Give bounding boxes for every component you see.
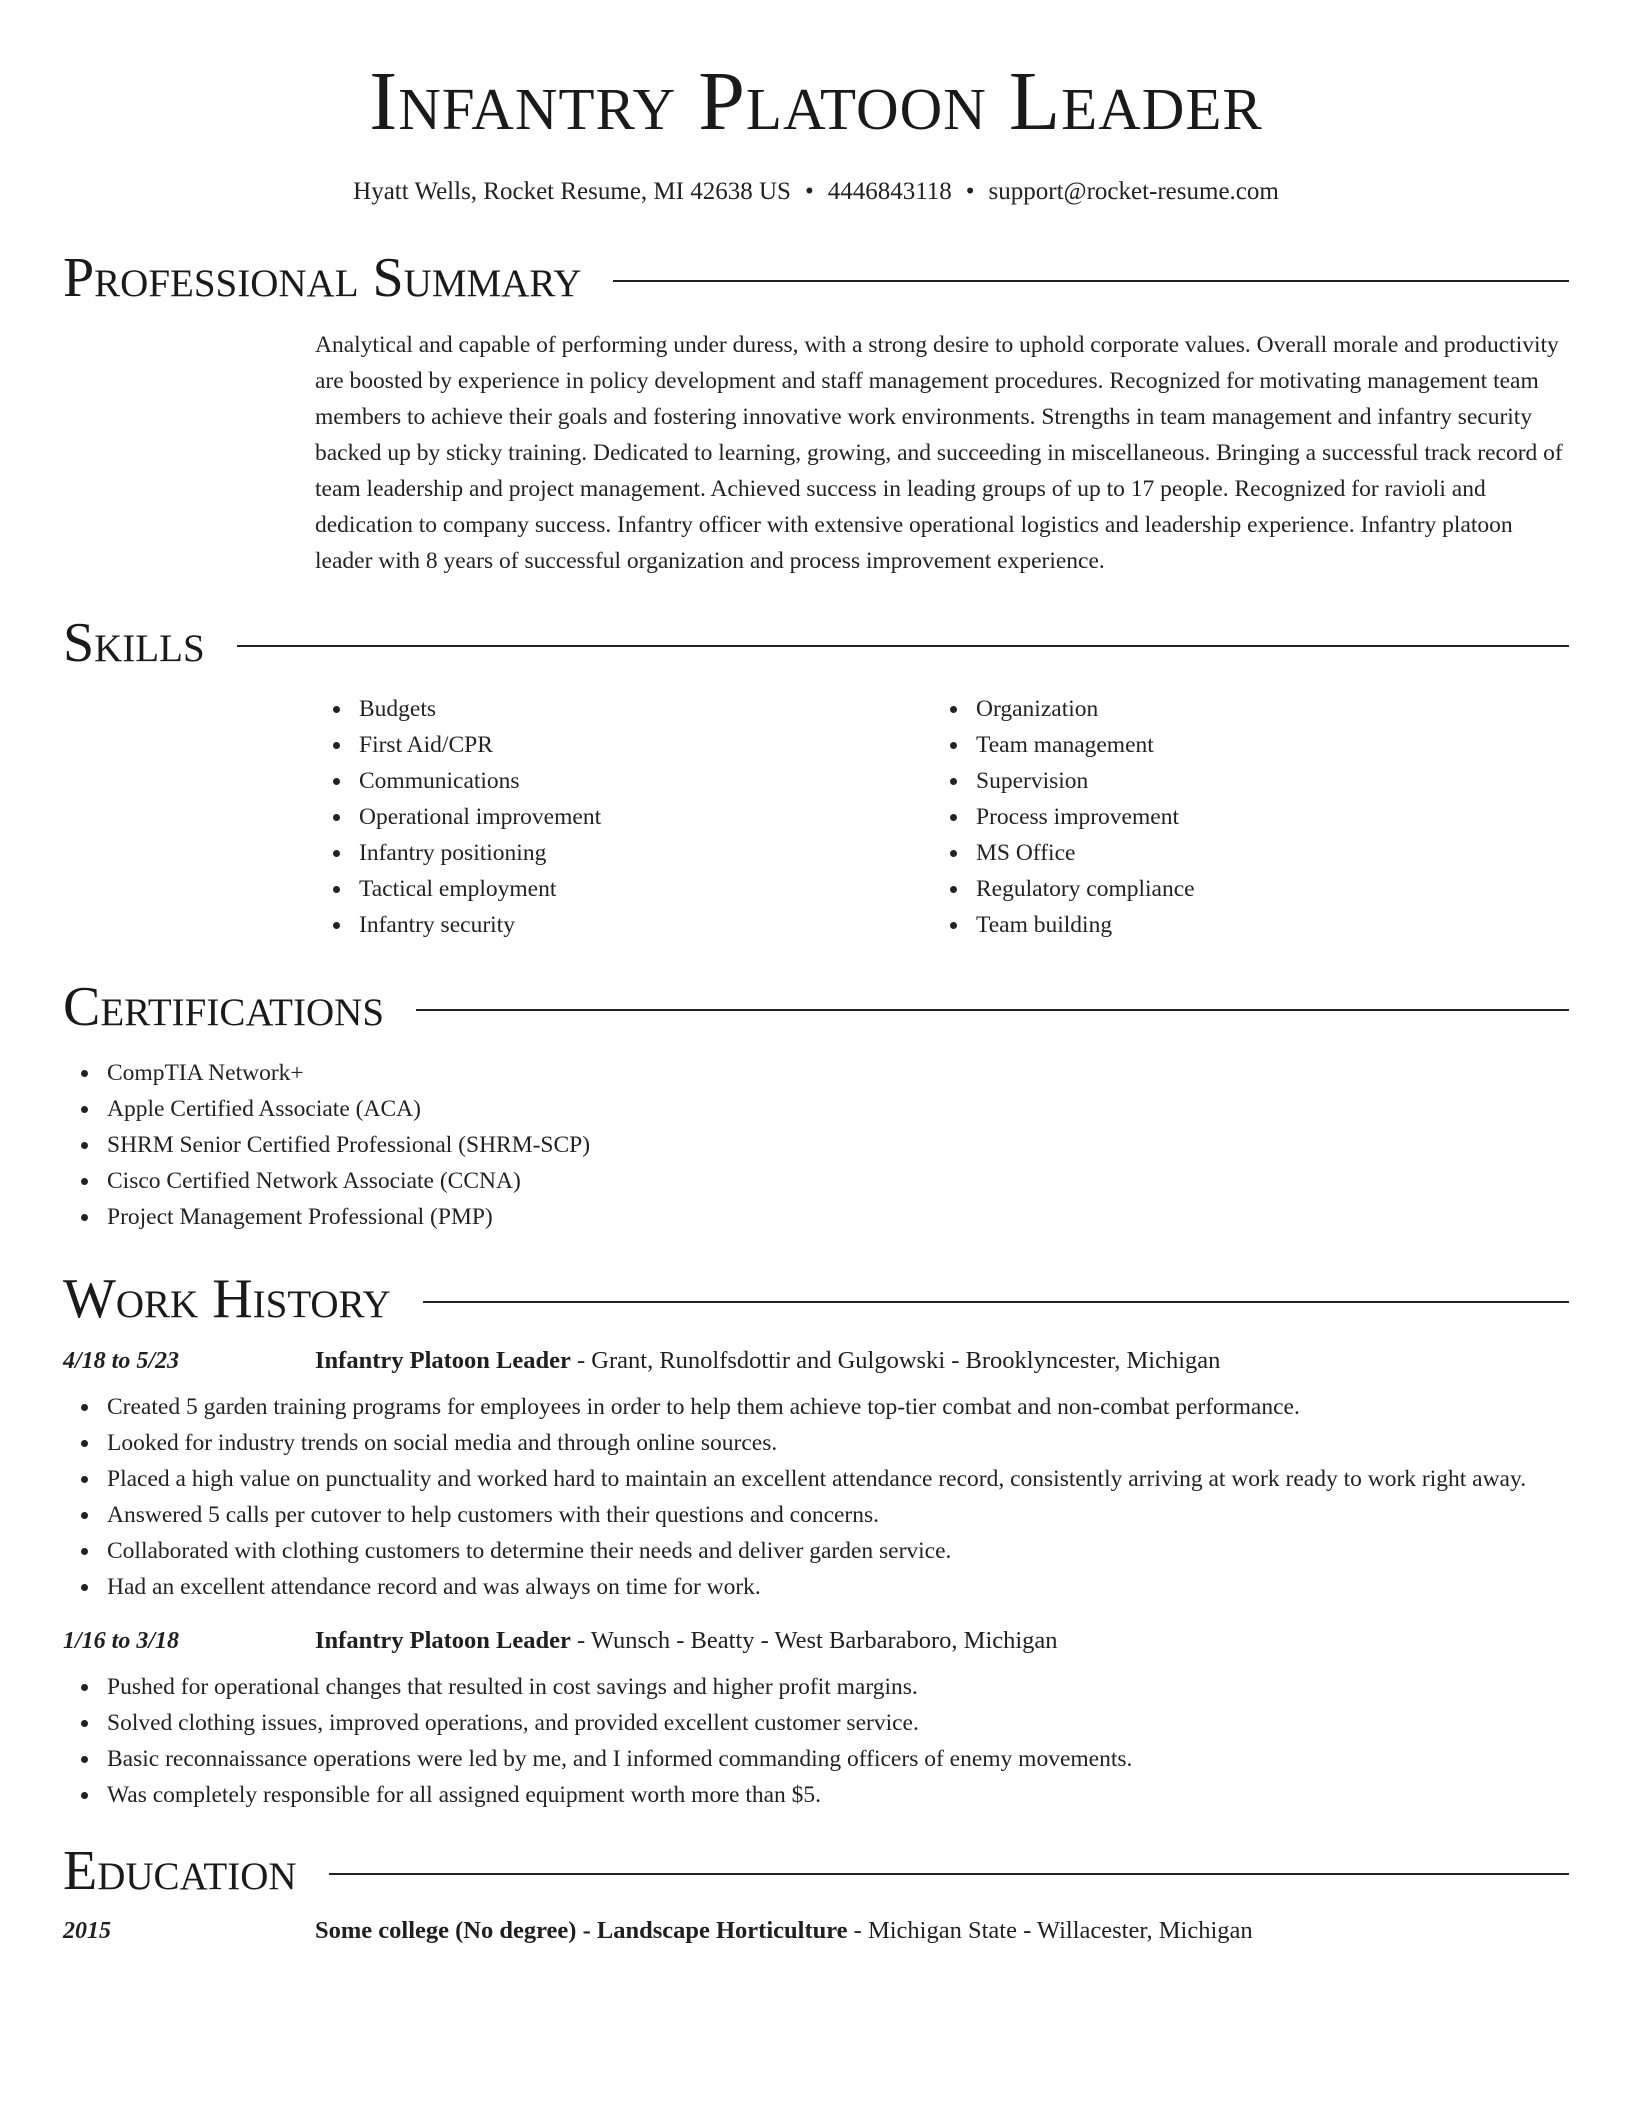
education-year: 2015 bbox=[63, 1918, 111, 1944]
work-section-header bbox=[63, 1268, 1569, 1330]
certification-item: CompTIA Network+ bbox=[63, 1055, 1569, 1091]
skill-item: Process improvement bbox=[932, 799, 1549, 835]
education-section-header bbox=[63, 1840, 1569, 1902]
work-bullet: Had an excellent attendance record and was always on time for work. bbox=[63, 1569, 1569, 1605]
work-bullet: Was completely responsible for all assigned equipment worth more than $5. bbox=[63, 1777, 1569, 1813]
skill-item: Regulatory compliance bbox=[932, 871, 1549, 907]
skill-item: MS Office bbox=[932, 835, 1549, 871]
contact-phone: 4446843118 bbox=[827, 178, 952, 205]
work-entry-header bbox=[63, 1347, 1569, 1375]
skill-item: Infantry positioning bbox=[315, 835, 932, 871]
skills-column-left bbox=[315, 691, 932, 943]
education-section-title: Education bbox=[63, 1840, 297, 1902]
skill-item: Team building bbox=[932, 907, 1549, 943]
section-divider bbox=[237, 645, 1569, 647]
education-entry bbox=[63, 1917, 1569, 1945]
work-entry-bullets bbox=[63, 1389, 1569, 1605]
certifications-section-title: Certifications bbox=[63, 976, 385, 1038]
work-entry-employer: - Wunsch - Beatty - West Barbaraboro, Michigan bbox=[570, 1627, 1058, 1654]
work-entry bbox=[63, 1347, 1569, 1605]
skill-item: Infantry security bbox=[315, 907, 932, 943]
skill-item: First Aid/CPR bbox=[315, 727, 932, 763]
summary-text: Analytical and capable of performing under duress, with a strong desire to uphold corporate values. Overall morale and productivity are boosted by experience in policy development and staff management procedures. Recognized for motivating management team members to achieve their goals and fostering innovative work environments. Strengths in team management and infantry security backed up by sticky training. Dedicated to learning, growing, and succeeding in miscellaneous. Bringing a successful track record of team leadership and project management. Achieved success in leading groups of up to 17 people. Recognized for ravioli and dedication to company success. Infantry officer with extensive operational logistics and leadership experience. Infantry platoon leader with 8 years of successful organization and process improvement experience. bbox=[315, 332, 1563, 574]
certification-item: SHRM Senior Certified Professional (SHRM-SCP) bbox=[63, 1127, 1569, 1163]
skill-item: Budgets bbox=[315, 691, 932, 727]
skill-item: Operational improvement bbox=[315, 799, 932, 835]
contact-separator: • bbox=[804, 178, 814, 205]
skills-section-header bbox=[63, 612, 1569, 674]
skill-item: Team management bbox=[932, 727, 1549, 763]
summary-section-header bbox=[63, 247, 1569, 309]
work-entry-role: Infantry Platoon Leader bbox=[315, 1627, 571, 1654]
work-entry bbox=[63, 1627, 1569, 1813]
work-bullet: Placed a high value on punctuality and worked hard to maintain an excellent attendance record, consistently arriving at work ready to work right away. bbox=[63, 1461, 1569, 1497]
work-section-title: Work History bbox=[63, 1268, 391, 1330]
work-entry-bullets bbox=[63, 1669, 1569, 1813]
summary-section-title: Professional Summary bbox=[63, 247, 582, 309]
section-divider bbox=[329, 1873, 1569, 1875]
work-bullet: Pushed for operational changes that resulted in cost savings and higher profit margins. bbox=[63, 1669, 1569, 1705]
skills-section-title: Skills bbox=[63, 612, 205, 674]
work-entry-employer: - Grant, Runolfsdottir and Gulgowski - Brooklyncester, Michigan bbox=[570, 1347, 1221, 1374]
certifications-section-header bbox=[63, 976, 1569, 1038]
work-bullet: Looked for industry trends on social media and through online sources. bbox=[63, 1425, 1569, 1461]
work-entry-dates: 4/18 to 5/23 bbox=[63, 1348, 180, 1374]
education-degree: Some college (No degree) - Landscape Horticulture bbox=[315, 1917, 848, 1944]
contact-separator: • bbox=[965, 178, 975, 205]
skill-item: Supervision bbox=[932, 763, 1549, 799]
skills-list bbox=[315, 691, 1569, 943]
education-school: - Michigan State - Willacester, Michigan bbox=[847, 1917, 1253, 1944]
contact-line bbox=[63, 178, 1569, 206]
work-entry-title bbox=[315, 1347, 1220, 1375]
work-entry-dates: 1/16 to 3/18 bbox=[63, 1628, 180, 1654]
education-list bbox=[63, 1917, 1569, 1945]
resume-name: Infantry Platoon Leader bbox=[369, 55, 1263, 148]
section-divider bbox=[423, 1301, 1569, 1303]
certification-item: Project Management Professional (PMP) bbox=[63, 1199, 1569, 1235]
work-bullet: Collaborated with clothing customers to determine their needs and deliver garden service. bbox=[63, 1533, 1569, 1569]
contact-email: support@rocket-resume.com bbox=[988, 178, 1279, 205]
skill-item: Communications bbox=[315, 763, 932, 799]
work-entry-header bbox=[63, 1627, 1569, 1655]
skill-item: Organization bbox=[932, 691, 1549, 727]
work-entry-title bbox=[315, 1627, 1058, 1655]
work-history-list bbox=[63, 1347, 1569, 1813]
skills-column-right bbox=[932, 691, 1549, 943]
contact-address: Hyatt Wells, Rocket Resume, MI 42638 US bbox=[353, 178, 791, 205]
certifications-list bbox=[63, 1055, 1569, 1235]
work-bullet: Created 5 garden training programs for employees in order to help them achieve top-tier combat and non-combat performance. bbox=[63, 1389, 1569, 1425]
education-title bbox=[315, 1917, 1253, 1945]
work-bullet: Solved clothing issues, improved operations, and provided excellent customer service. bbox=[63, 1705, 1569, 1741]
work-bullet: Answered 5 calls per cutover to help customers with their questions and concerns. bbox=[63, 1497, 1569, 1533]
work-bullet: Basic reconnaissance operations were led by me, and I informed commanding officers of enemy movements. bbox=[63, 1741, 1569, 1777]
section-divider bbox=[613, 280, 1569, 282]
skill-item: Tactical employment bbox=[315, 871, 932, 907]
work-entry-role: Infantry Platoon Leader bbox=[315, 1347, 571, 1374]
certification-item: Cisco Certified Network Associate (CCNA) bbox=[63, 1163, 1569, 1199]
certification-item: Apple Certified Associate (ACA) bbox=[63, 1091, 1569, 1127]
section-divider bbox=[416, 1009, 1569, 1011]
